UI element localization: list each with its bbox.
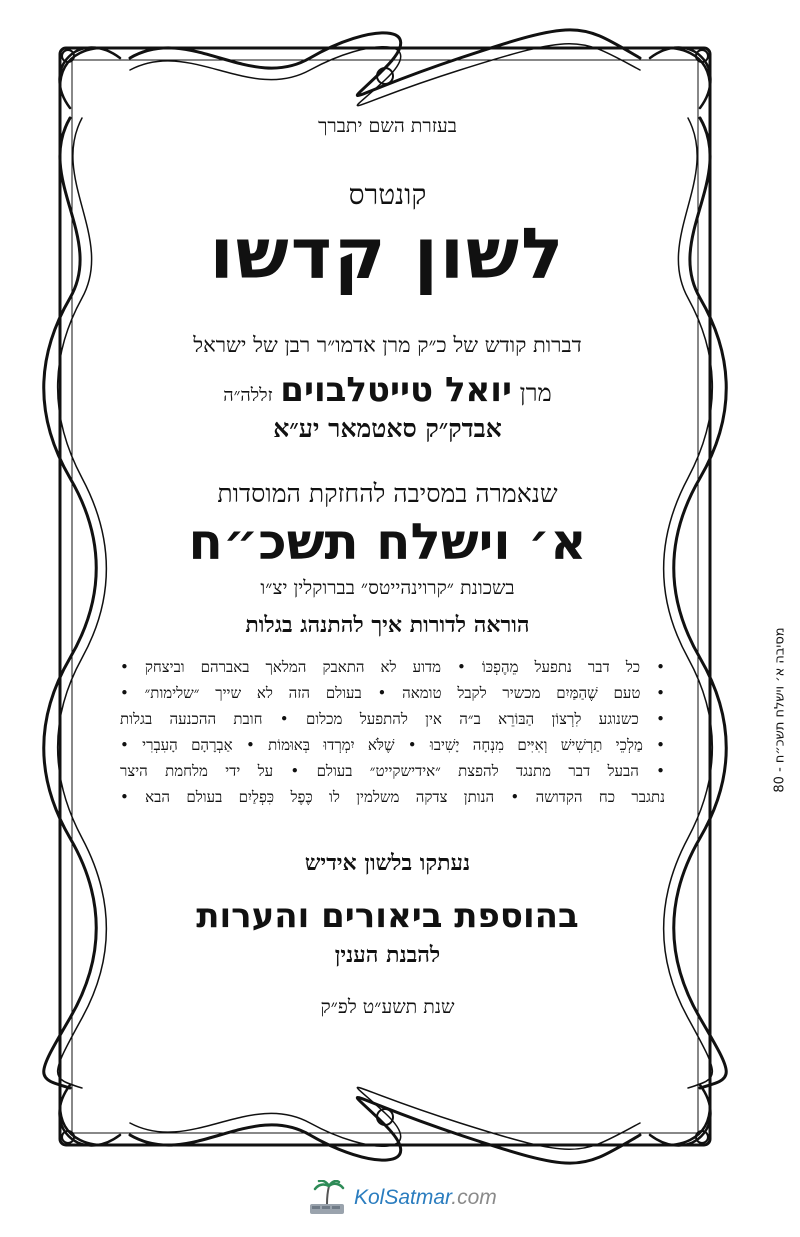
logo-text: KolSatmar.com	[354, 1186, 497, 1209]
site-logo[interactable]	[306, 1180, 497, 1216]
occasion-text: שנאמרה במסיבה להחזקת המוסדות	[217, 479, 558, 508]
guidance-heading: הוראה לדורות איך להתנהג בגלות	[245, 612, 530, 638]
author-name: יואל טייטלבוים	[280, 370, 512, 410]
author-prefix: מרן	[519, 379, 552, 407]
title-page-content	[110, 105, 665, 1019]
author-name-line	[110, 370, 665, 410]
publication-year: שנת תשע״ט לפ״ק	[320, 996, 455, 1018]
topic-row: • כל דבר נתפעל מֵהֶפְכּוֹ • מדוע לא התאבק המלאך באברהם וביצחק •	[120, 658, 665, 676]
palm-tree-icon	[306, 1180, 348, 1216]
purpose-line: להבנת הענין	[334, 942, 441, 968]
booklet-label: קונטרס	[348, 178, 427, 211]
author-title: אבדק״ק סאטמאר יע״א	[273, 414, 502, 443]
page-title: לשון קדשו	[209, 213, 566, 295]
occasion-location: בשכונת ״קרוינהייטס״ בברוקלין יצ״ו	[260, 577, 515, 599]
blessing-line: בעזרת השם יתברך	[318, 115, 457, 137]
author-suffix: זללה״ה	[223, 385, 273, 406]
additions-heading: בהוספת ביאורים והערות	[196, 896, 579, 936]
side-note-text: מסיבה א׳ וישלח תשכ״ח - 80	[772, 627, 788, 793]
topic-row: נתגבר כח הקדושה • הנותן צדקה משלמין לו כֶּפֶל כִּפְלַיִם בעולם הבא •	[120, 788, 665, 806]
topic-row: • מַלְכֵי תַרְשִׁישׁ וְאִיִּים מִנְחָה יָשִׁיבוּ • שֶׁלֹּא יִמְרְדוּ בְּאוּמוֹת • אַבְרָהָם הָעִבְרִי •	[120, 736, 665, 754]
topics-list	[120, 654, 665, 810]
translation-note: נעתקו בלשון אידיש	[304, 850, 471, 876]
topic-row: • הבעל דבר מתנגד להפצת ״אידישקייט״ בעולם • על ידי מלחמת היצר	[120, 762, 665, 780]
side-note	[770, 590, 790, 830]
topic-row: • כשנוגע לִרְצוֹן הַבּוֹרֵא ב״ה אין להתפעל מכלום • חובת ההכנעה בגלות	[120, 710, 665, 728]
author-intro: דברות קודש של כ״ק מרן אדמו״ר רבן של ישראל	[193, 333, 582, 357]
topic-row: • טעם שֶׁהַמַּיִם מכשיר לקבל טומאה • בעולם הזה לא שייך ״שלימות״ •	[120, 684, 665, 702]
occasion-date: א׳ וישלח תשכ״ח	[188, 513, 587, 571]
